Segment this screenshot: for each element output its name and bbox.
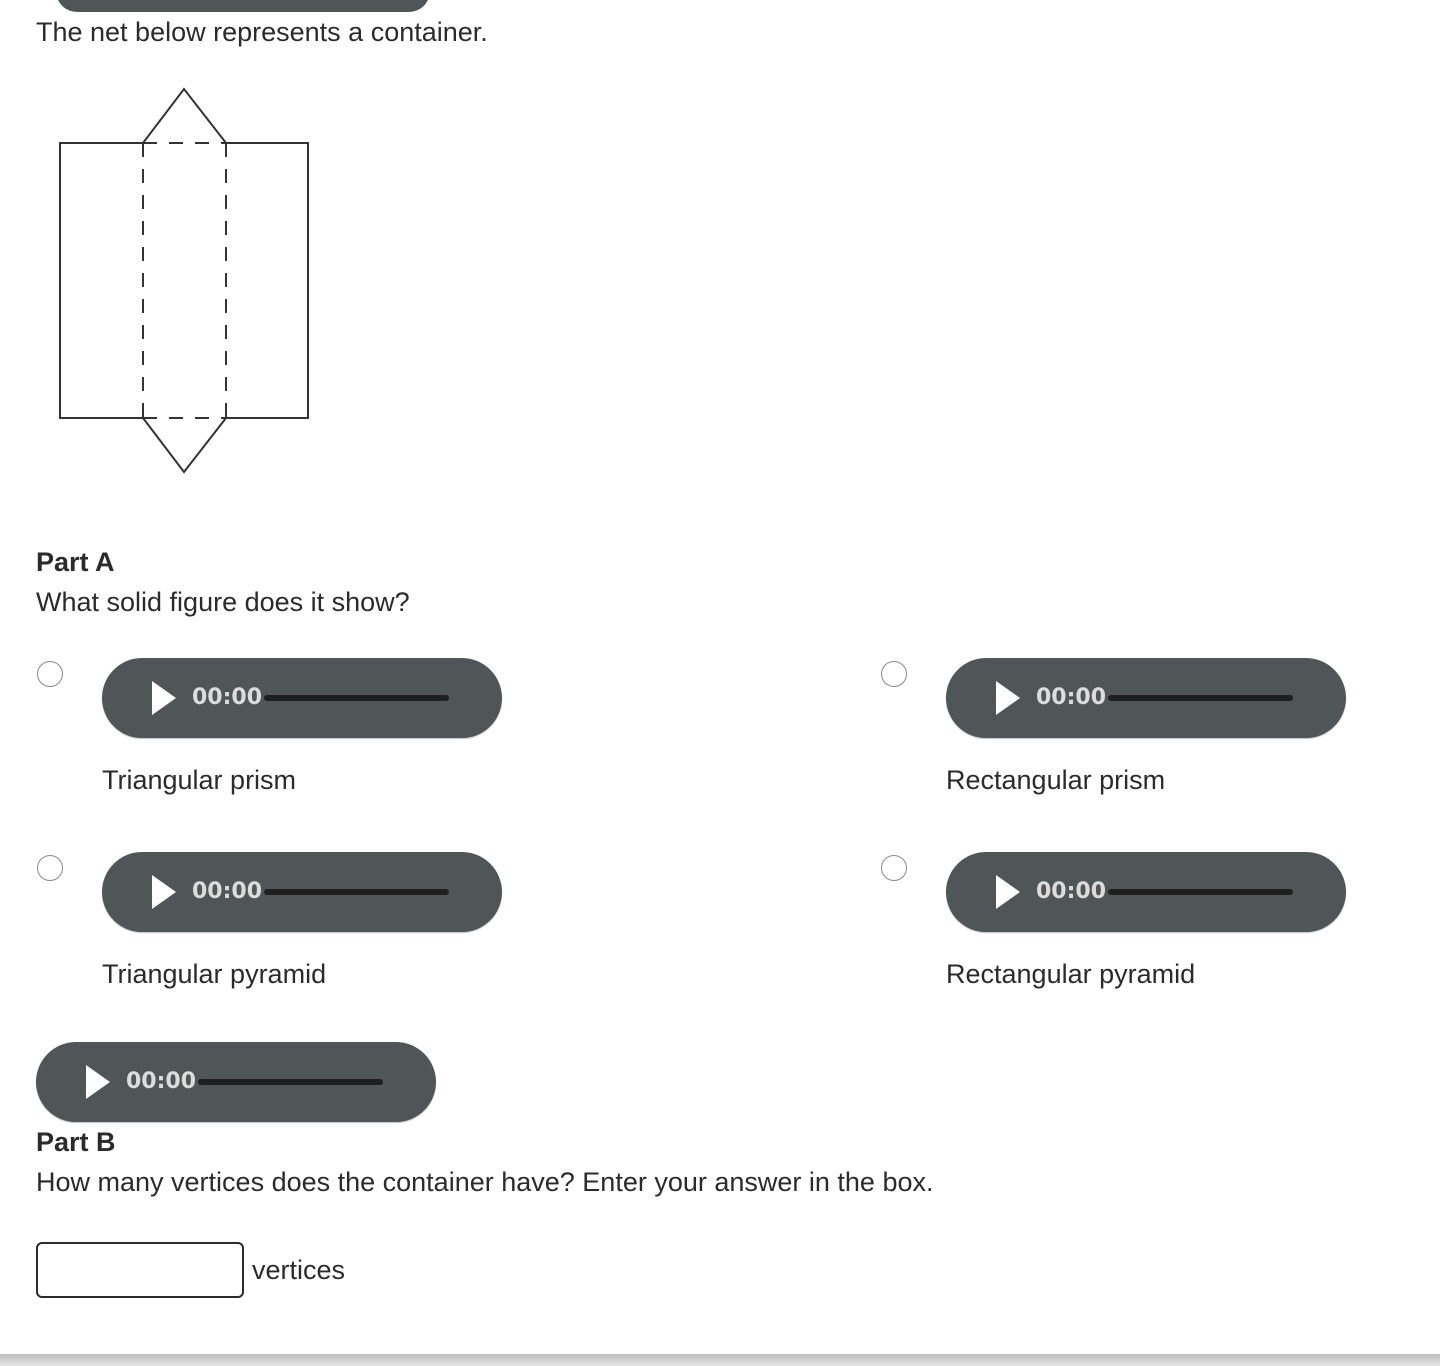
- audio-progress-track[interactable]: [1108, 889, 1293, 895]
- audio-time: 00:00: [1036, 685, 1107, 710]
- choice-label-triangular-pyramid[interactable]: Triangular pyramid: [102, 959, 327, 989]
- choice-label-rectangular-pyramid[interactable]: Rectangular pyramid: [946, 959, 1196, 989]
- audio-progress-track[interactable]: [198, 1079, 383, 1085]
- play-icon[interactable]: [996, 875, 1020, 909]
- choice-audio-player-rectangular-prism[interactable]: [946, 658, 1346, 738]
- choice-radio-rectangular-prism[interactable]: [881, 661, 907, 687]
- net-bottom-triangle: [143, 418, 226, 472]
- audio-progress-track[interactable]: [264, 889, 449, 895]
- audio-progress-track[interactable]: [264, 695, 449, 701]
- net-top-triangle: [143, 89, 226, 143]
- play-icon[interactable]: [152, 681, 176, 715]
- choice-audio-player-rectangular-pyramid[interactable]: [946, 852, 1346, 932]
- play-icon[interactable]: [996, 681, 1020, 715]
- audio-time: 00:00: [1036, 879, 1107, 904]
- choice-audio-player-triangular-prism[interactable]: [102, 658, 502, 738]
- part-b-title: Part B: [36, 1127, 116, 1157]
- play-icon[interactable]: [86, 1065, 110, 1099]
- audio-progress-track[interactable]: [1108, 695, 1293, 701]
- choice-label-rectangular-prism[interactable]: Rectangular prism: [946, 765, 1166, 795]
- choice-radio-triangular-prism[interactable]: [37, 661, 63, 687]
- choice-label-triangular-prism[interactable]: Triangular prism: [102, 765, 297, 795]
- audio-time: 00:00: [192, 879, 263, 904]
- triangular-prism-net-figure: [56, 85, 316, 480]
- choice-radio-rectangular-pyramid[interactable]: [881, 855, 907, 881]
- vertices-unit-label: vertices: [252, 1255, 346, 1285]
- net-right-face: [226, 143, 308, 418]
- part-b-audio-player[interactable]: [36, 1042, 436, 1122]
- play-icon[interactable]: [152, 875, 176, 909]
- bottom-edge-shadow: [0, 1354, 1440, 1366]
- part-a-title: Part A: [36, 547, 115, 577]
- previous-audio-player[interactable]: [56, 0, 430, 12]
- part-a-question: What solid figure does it show?: [36, 587, 410, 617]
- audio-time: 00:00: [192, 685, 263, 710]
- audio-time: 00:00: [126, 1069, 197, 1094]
- choice-radio-triangular-pyramid[interactable]: [37, 855, 63, 881]
- part-b-question: How many vertices does the container have? Enter your answer in the box.: [36, 1167, 934, 1197]
- net-left-face: [60, 143, 143, 418]
- vertices-answer-input[interactable]: [36, 1242, 244, 1298]
- stem-intro-text: The net below represents a container.: [36, 17, 488, 47]
- choice-audio-player-triangular-pyramid[interactable]: [102, 852, 502, 932]
